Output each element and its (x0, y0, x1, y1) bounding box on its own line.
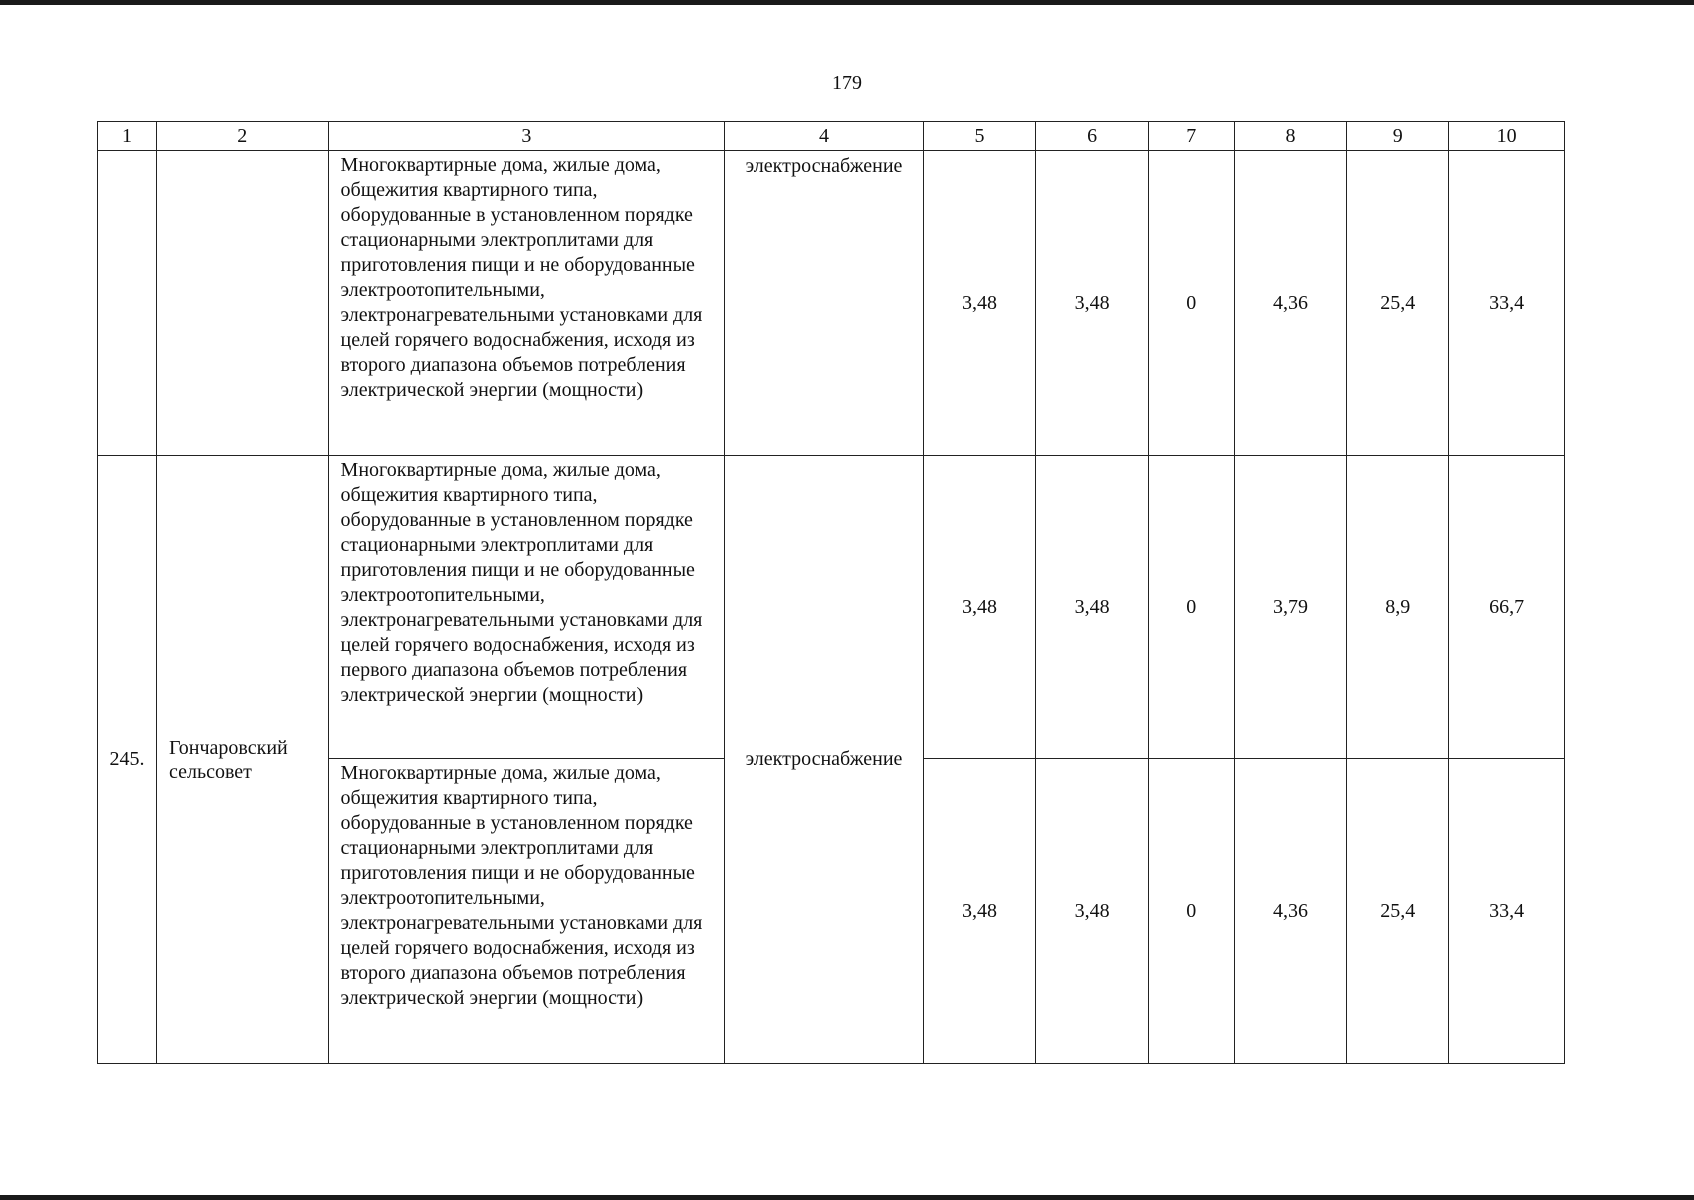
settlement-name: Гончаровский сельсовет (156, 456, 328, 1064)
settlement-name (156, 151, 328, 456)
utility-service: электроснабжение (725, 456, 923, 1064)
value-col-9: 8,9 (1347, 456, 1449, 759)
column-header: 7 (1148, 122, 1234, 151)
column-header: 9 (1347, 122, 1449, 151)
value-col-8: 3,79 (1234, 456, 1347, 759)
table-row (98, 151, 1565, 456)
scan-border-top (0, 0, 1694, 5)
value-col-7: 0 (1148, 151, 1234, 456)
table-row (98, 456, 1565, 759)
column-number-header (98, 122, 1565, 151)
value-col-10: 33,4 (1449, 151, 1565, 456)
value-col-5: 3,48 (923, 151, 1036, 456)
column-header: 10 (1449, 122, 1565, 151)
column-header: 1 (98, 122, 157, 151)
column-header: 8 (1234, 122, 1347, 151)
value-col-9: 25,4 (1347, 151, 1449, 456)
value-col-10: 66,7 (1449, 456, 1565, 759)
utility-service: электроснабжение (725, 151, 923, 456)
consumer-category: Многоквартирные дома, жилые дома, общежития квартирного типа, оборудованные в установленном порядке стационарными электроплитами для приготовления пищи и не оборудованные электроотопительными, электронагревательными установками для целей горячего водоснабжения, исходя из второго диапазона объемов потребления электрической энергии (мощности) (328, 151, 725, 456)
value-col-8: 4,36 (1234, 151, 1347, 456)
column-header: 6 (1036, 122, 1149, 151)
scan-border-bottom (0, 1195, 1694, 1200)
value-col-7: 0 (1148, 759, 1234, 1064)
value-col-9: 25,4 (1347, 759, 1449, 1064)
value-col-6: 3,48 (1036, 456, 1149, 759)
value-col-5: 3,48 (923, 456, 1036, 759)
value-col-10: 33,4 (1449, 759, 1565, 1064)
value-col-5: 3,48 (923, 759, 1036, 1064)
value-col-7: 0 (1148, 456, 1234, 759)
tariff-table (97, 121, 1565, 1064)
row-number: 245. (98, 456, 157, 1064)
page-number: 179 (832, 72, 862, 94)
column-header: 4 (725, 122, 923, 151)
column-header: 5 (923, 122, 1036, 151)
value-col-6: 3,48 (1036, 151, 1149, 456)
column-header: 3 (328, 122, 725, 151)
column-header: 2 (156, 122, 328, 151)
value-col-6: 3,48 (1036, 759, 1149, 1064)
consumer-category: Многоквартирные дома, жилые дома, общежития квартирного типа, оборудованные в установленном порядке стационарными электроплитами для приготовления пищи и не оборудованные электроотопительными, электронагревательными установками для целей горячего водоснабжения, исходя из второго диапазона объемов потребления электрической энергии (мощности) (328, 759, 725, 1064)
row-number (98, 151, 157, 456)
consumer-category: Многоквартирные дома, жилые дома, общежития квартирного типа, оборудованные в установленном порядке стационарными электроплитами для приготовления пищи и не оборудованные электроотопительными, электронагревательными установками для целей горячего водоснабжения, исходя из первого диапазона объемов потребления электрической энергии (мощности) (328, 456, 725, 759)
value-col-8: 4,36 (1234, 759, 1347, 1064)
